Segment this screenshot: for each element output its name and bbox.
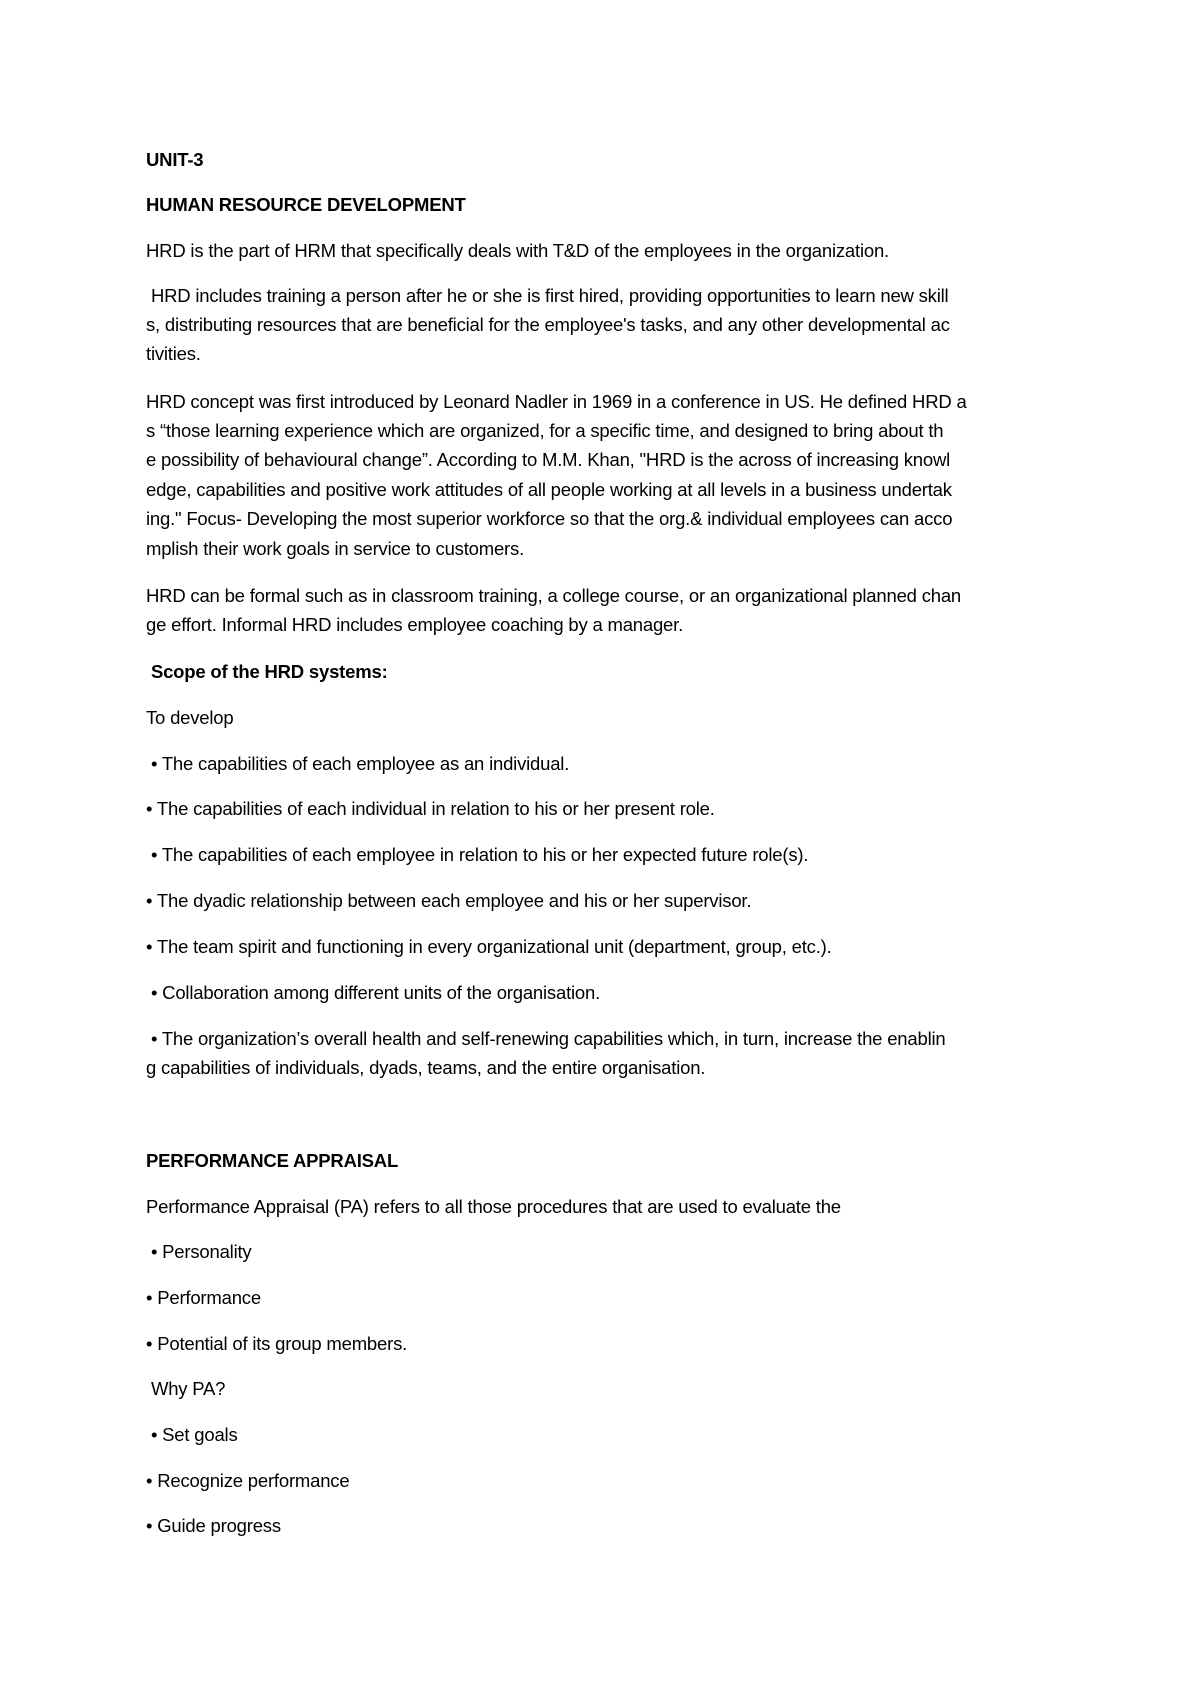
scope-list-item: • The organization’s overall health and self-renewing capabilities which, in turn, increase the enablin (146, 1028, 946, 1049)
hrd-paragraph-3-line: e possibility of behavioural change”. According to M.M. Khan, "HRD is the across of increasing knowl (146, 449, 951, 470)
scope-list-item: • The team spirit and functioning in every organizational unit (department, group, etc.). (146, 936, 832, 957)
why-list-item: • Set goals (146, 1424, 238, 1445)
hrd-paragraph-2-line: s, distributing resources that are beneficial for the employee's tasks, and any other developmental ac (146, 314, 950, 335)
why-pa-label: Why PA? (146, 1378, 226, 1399)
hrd-paragraph-3-line: ing." Focus- Developing the most superior workforce so that the org.& individual employees can acco (146, 508, 953, 529)
hrd-paragraph-4-line: HRD can be formal such as in classroom training, a college course, or an organizational planned chan (146, 585, 962, 606)
hrd-paragraph-1: HRD is the part of HRM that specifically deals with T&D of the employees in the organization. (146, 240, 889, 261)
scope-list-item: • The dyadic relationship between each employee and his or her supervisor. (146, 890, 752, 911)
to-develop-label: To develop (146, 707, 234, 728)
pa-list-item: • Personality (146, 1241, 252, 1262)
scope-list-item-continuation: g capabilities of individuals, dyads, teams, and the entire organisation. (146, 1057, 706, 1078)
hrd-paragraph-2-line: tivities. (146, 343, 201, 364)
hrd-paragraph-2-line: HRD includes training a person after he or she is first hired, providing opportunities to learn new skill (146, 285, 949, 306)
hrd-paragraph-4-line: ge effort. Informal HRD includes employee coaching by a manager. (146, 614, 684, 635)
hrd-paragraph-3-line: edge, capabilities and positive work attitudes of all people working at all levels in a business undertak (146, 479, 952, 500)
pa-intro: Performance Appraisal (PA) refers to all those procedures that are used to evaluate the (146, 1196, 841, 1217)
hrd-paragraph-3-line: mplish their work goals in service to customers. (146, 538, 525, 559)
pa-heading: PERFORMANCE APPRAISAL (146, 1150, 399, 1171)
unit-title: UNIT-3 (146, 149, 204, 170)
scope-list-item: • The capabilities of each employee as an individual. (146, 753, 570, 774)
scope-list-item: • The capabilities of each individual in relation to his or her present role. (146, 798, 715, 819)
hrd-paragraph-3-line: HRD concept was first introduced by Leonard Nadler in 1969 in a conference in US. He defined HRD a (146, 391, 967, 412)
hrd-heading: HUMAN RESOURCE DEVELOPMENT (146, 194, 466, 215)
why-list-item: • Recognize performance (146, 1470, 350, 1491)
scope-list-item: • The capabilities of each employee in relation to his or her expected future role(s). (146, 844, 809, 865)
pa-list-item: • Potential of its group members. (146, 1333, 408, 1354)
scope-list-item: • Collaboration among different units of the organisation. (146, 982, 601, 1003)
scope-heading: Scope of the HRD systems: (146, 661, 388, 682)
hrd-paragraph-3-line: s “those learning experience which are organized, for a specific time, and designed to bring about th (146, 420, 944, 441)
pa-list-item: • Performance (146, 1287, 261, 1308)
why-list-item: • Guide progress (146, 1515, 281, 1536)
